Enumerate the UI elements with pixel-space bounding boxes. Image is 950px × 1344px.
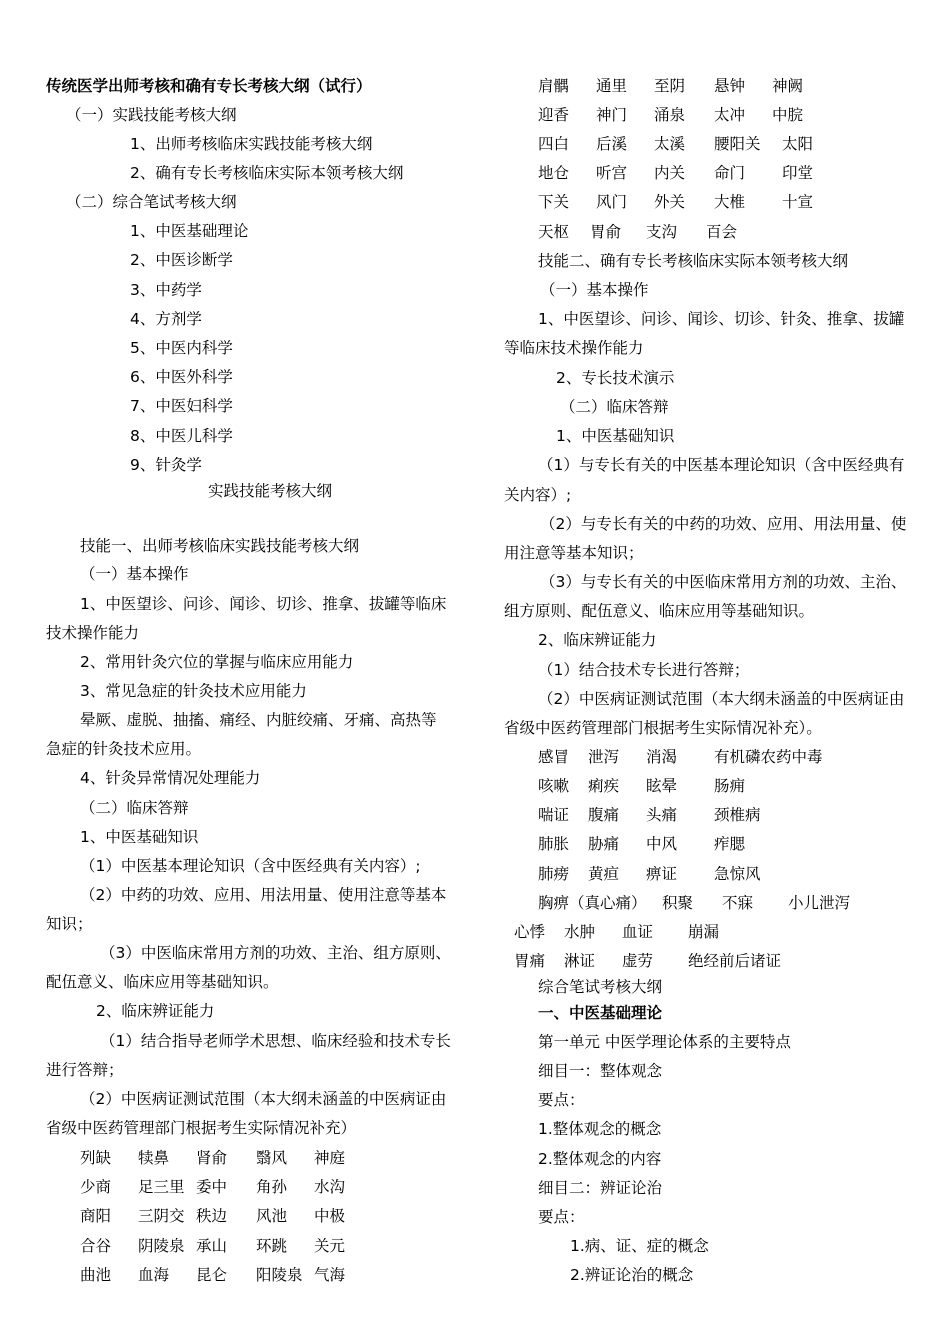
right-column-text-14: 太阳: [782, 135, 814, 153]
left-column-text-2: 1、出师考核临床实践技能考核大纲: [130, 135, 373, 153]
right-column-text-50: 咳嗽: [538, 777, 570, 795]
left-column-text-1: （一）实践技能考核大纲: [66, 106, 237, 124]
right-column-text-6: 神门: [596, 106, 628, 124]
right-column-text-13: 腰阳关: [714, 135, 761, 153]
left-column-text-35: 省级中医药管理部门根据考生实际情况补充）: [46, 1119, 357, 1137]
right-column-text-30: （一）基本操作: [540, 281, 649, 299]
right-column-text-25: 天枢: [538, 223, 570, 241]
left-column-text-22: 急症的针灸技术应用。: [46, 740, 202, 758]
right-column-text-9: 中脘: [772, 106, 804, 124]
right-column-text-83: 1.整体观念的概念: [538, 1120, 662, 1138]
left-column-text-19: 2、常用针灸穴位的掌握与临床应用能力: [80, 653, 354, 671]
right-column-text-47: 泄泻: [588, 748, 620, 766]
left-column-text-9: 5、中医内科学: [130, 339, 233, 357]
left-column-text-18: 技术操作能力: [46, 624, 140, 642]
right-column-text-66: 胸痹（真心痛）: [538, 894, 647, 912]
left-column-text-23: 4、针灸异常情况处理能力: [80, 769, 261, 787]
left-column-text-45: 水沟: [314, 1178, 346, 1196]
right-column-text-71: 水肿: [564, 923, 596, 941]
right-column-text-59: 胁痛: [588, 835, 620, 853]
right-column-text-5: 迎香: [538, 106, 570, 124]
left-column-text-39: 翳风: [256, 1149, 288, 1167]
right-column-text-23: 大椎: [714, 193, 746, 211]
left-column-text-8: 4、方剂学: [130, 310, 202, 328]
left-column-text-51: 合谷: [80, 1237, 112, 1255]
right-column-text-15: 地仓: [538, 164, 570, 182]
left-column-text-17: 1、中医望诊、问诊、闻诊、切诊、推拿、拔罐等临床: [80, 595, 447, 613]
left-column-text-4: （二）综合笔试考核大纲: [66, 193, 237, 211]
right-column-text-26: 胃俞: [590, 223, 622, 241]
left-column-text-28: 知识；: [46, 915, 93, 933]
right-column-text-77: 绝经前后诸证: [688, 952, 782, 970]
right-column-text-52: 眩晕: [646, 777, 678, 795]
left-column-text-52: 阴陵泉: [138, 1237, 185, 1255]
right-column-text-57: 颈椎病: [714, 806, 761, 824]
left-column-text-44: 角孙: [256, 1178, 288, 1196]
right-column-text-2: 至阴: [654, 77, 686, 95]
right-column-text-11: 后溪: [596, 135, 628, 153]
right-column-text-68: 不寐: [722, 894, 754, 912]
right-column-text-29: 技能二、确有专长考核临床实际本领考核大纲: [538, 252, 849, 270]
left-column-text-38: 肾俞: [196, 1149, 228, 1167]
right-column-text-76: 虚劳: [622, 952, 654, 970]
right-column-text-10: 四白: [538, 135, 570, 153]
left-column-text-26: （1）中医基本理论知识（含中医经典有关内容）;: [80, 857, 421, 875]
right-column-text-72: 血证: [622, 923, 654, 941]
left-column-text-59: 阳陵泉: [256, 1266, 303, 1284]
left-column-text-7: 3、中药学: [130, 281, 202, 299]
right-column-text-61: 痄腮: [714, 835, 746, 853]
right-column-text-21: 风门: [596, 193, 628, 211]
left-column-text-56: 曲池: [80, 1266, 112, 1284]
left-column-text-29: （3）中医临床常用方剂的功效、主治、组方原则、: [100, 944, 451, 962]
left-column-text-5: 1、中医基础理论: [130, 222, 249, 240]
right-column-text-51: 痢疾: [588, 777, 620, 795]
right-column-text-34: （二）临床答辩: [560, 398, 669, 416]
left-column-text-57: 血海: [138, 1266, 170, 1284]
right-column-text-33: 2、专长技术演示: [556, 369, 675, 387]
left-column-text-58: 昆仑: [196, 1266, 228, 1284]
left-column-text-0: 传统医学出师考核和确有专长考核大纲（试行）: [46, 77, 372, 95]
right-column-text-64: 痹证: [646, 865, 678, 883]
left-column-text-12: 8、中医儿科学: [130, 427, 233, 445]
right-column-text-84: 2.整体观念的内容: [538, 1150, 662, 1168]
right-column-text-62: 肺痨: [538, 865, 570, 883]
right-column-text-7: 涌泉: [654, 106, 686, 124]
right-column-text-82: 要点：: [538, 1091, 585, 1109]
left-column-text-42: 足三里: [138, 1178, 185, 1196]
left-column-text-15: 技能一、出师考核临床实践技能考核大纲: [80, 537, 360, 555]
right-column-text-16: 听宫: [596, 164, 628, 182]
left-column-text-55: 关元: [314, 1237, 346, 1255]
right-column-text-20: 下关: [538, 193, 570, 211]
left-column-text-60: 气海: [314, 1266, 346, 1284]
right-column-text-37: 关内容）;: [504, 486, 572, 504]
right-column-text-42: 2、临床辨证能力: [538, 631, 657, 649]
right-column-text-40: （3）与专长有关的中医临床常用方剂的功效、主治、: [540, 573, 907, 591]
right-column-text-45: 省级中医药管理部门根据考生实际情况补充）。: [504, 719, 822, 737]
left-column-text-3: 2、确有专长考核临床实际本领考核大纲: [130, 164, 404, 182]
right-column-text-67: 积聚: [662, 894, 694, 912]
right-column-text-54: 喘证: [538, 806, 570, 824]
left-column-text-50: 中极: [314, 1207, 346, 1225]
left-column-text-36: 列缺: [80, 1149, 112, 1167]
left-column-text-20: 3、常见急症的针灸技术应用能力: [80, 682, 307, 700]
left-column-text-14: 实践技能考核大纲: [208, 482, 333, 500]
right-column-text-32: 等临床技术操作能力: [504, 339, 644, 357]
left-column-text-49: 风池: [256, 1207, 288, 1225]
left-column-text-46: 商阳: [80, 1207, 112, 1225]
left-column-text-13: 9、针灸学: [130, 456, 202, 474]
right-column-text-87: 1.病、证、症的概念: [570, 1237, 709, 1255]
right-column-text-85: 细目二：辨证论治: [538, 1179, 663, 1197]
right-column-text-8: 太冲: [714, 106, 746, 124]
left-column-text-41: 少商: [80, 1178, 112, 1196]
right-column-text-73: 崩漏: [688, 923, 720, 941]
left-column-text-43: 委中: [196, 1178, 228, 1196]
left-column-text-24: （二）临床答辩: [80, 799, 189, 817]
left-column-text-6: 2、中医诊断学: [130, 251, 233, 269]
right-column-text-17: 内关: [654, 164, 686, 182]
right-column-text-55: 腹痛: [588, 806, 620, 824]
left-column-text-47: 三阴交: [138, 1207, 185, 1225]
left-column-text-37: 犊鼻: [138, 1149, 170, 1167]
right-column-text-3: 悬钟: [714, 77, 746, 95]
left-column-text-11: 7、中医妇科学: [130, 397, 233, 415]
right-column-text-79: 一、中医基础理论: [538, 1004, 663, 1022]
right-column-text-39: 用注意等基本知识；: [504, 544, 644, 562]
right-column-text-18: 命门: [714, 164, 746, 182]
right-column-text-86: 要点：: [538, 1208, 585, 1226]
left-column-text-33: 进行答辩；: [46, 1061, 124, 1079]
left-column-text-48: 秩边: [196, 1207, 228, 1225]
right-column-text-63: 黄疸: [588, 865, 620, 883]
left-column-text-21: 晕厥、虚脱、抽搐、痛经、内脏绞痛、牙痛、高热等: [80, 711, 437, 729]
right-column-text-12: 太溪: [654, 135, 686, 153]
left-column-text-53: 承山: [196, 1237, 228, 1255]
left-column-text-32: （1）结合指导老师学术思想、临床经验和技术专长: [100, 1032, 451, 1050]
right-column-text-58: 肺胀: [538, 835, 570, 853]
right-column-text-4: 神阙: [772, 77, 804, 95]
right-column-text-48: 消渴: [646, 748, 678, 766]
right-column-text-75: 淋证: [564, 952, 596, 970]
right-column-text-70: 心悸: [514, 923, 546, 941]
right-column-text-0: 肩髃: [538, 77, 570, 95]
right-column-text-80: 第一单元 中医学理论体系的主要特点: [538, 1033, 791, 1051]
left-column-text-10: 6、中医外科学: [130, 368, 233, 386]
right-column-text-38: （2）与专长有关的中药的功效、应用、用法用量、使: [540, 515, 907, 533]
right-column-text-44: （2）中医病证测试范围（本大纲未涵盖的中医病证由: [538, 690, 905, 708]
left-column-text-30: 配伍意义、临床应用等基础知识。: [46, 973, 279, 991]
left-column-text-40: 神庭: [314, 1149, 346, 1167]
left-column-text-31: 2、临床辨证能力: [96, 1002, 215, 1020]
right-column-text-53: 肠痈: [714, 777, 746, 795]
left-column-text-34: （2）中医病证测试范围（本大纲未涵盖的中医病证由: [80, 1090, 447, 1108]
right-column-text-49: 有机磷农药中毒: [714, 748, 823, 766]
right-column-text-41: 组方原则、配伍意义、临床应用等基础知识。: [504, 602, 815, 620]
right-column-text-36: （1）与专长有关的中医基本理论知识（含中医经典有: [538, 456, 905, 474]
right-column-text-78: 综合笔试考核大纲: [538, 978, 663, 996]
left-column-text-54: 环跳: [256, 1237, 288, 1255]
right-column-text-81: 细目一：整体观念: [538, 1062, 663, 1080]
right-column-text-1: 通里: [596, 77, 628, 95]
right-column-text-43: （1）结合技术专长进行答辩；: [538, 661, 750, 679]
right-column-text-27: 支沟: [646, 223, 678, 241]
right-column-text-31: 1、中医望诊、问诊、闻诊、切诊、针灸、推拿、拔罐: [538, 310, 905, 328]
right-column-text-24: 十宣: [782, 193, 814, 211]
right-column-text-74: 胃痛: [514, 952, 546, 970]
right-column-text-88: 2.辨证论治的概念: [570, 1266, 694, 1284]
right-column-text-60: 中风: [646, 835, 678, 853]
right-column-text-28: 百会: [706, 223, 738, 241]
left-column-text-16: （一）基本操作: [80, 565, 189, 583]
left-column-text-27: （2）中药的功效、应用、用法用量、使用注意等基本: [80, 886, 447, 904]
left-column-text-25: 1、中医基础知识: [80, 828, 199, 846]
right-column-text-65: 急惊风: [714, 865, 761, 883]
right-column-text-46: 感冒: [538, 748, 570, 766]
right-column-text-19: 印堂: [782, 164, 814, 182]
right-column-text-69: 小儿泄泻: [788, 894, 851, 912]
right-column-text-22: 外关: [654, 193, 686, 211]
right-column-text-56: 头痛: [646, 806, 678, 824]
right-column-text-35: 1、中医基础知识: [556, 427, 675, 445]
